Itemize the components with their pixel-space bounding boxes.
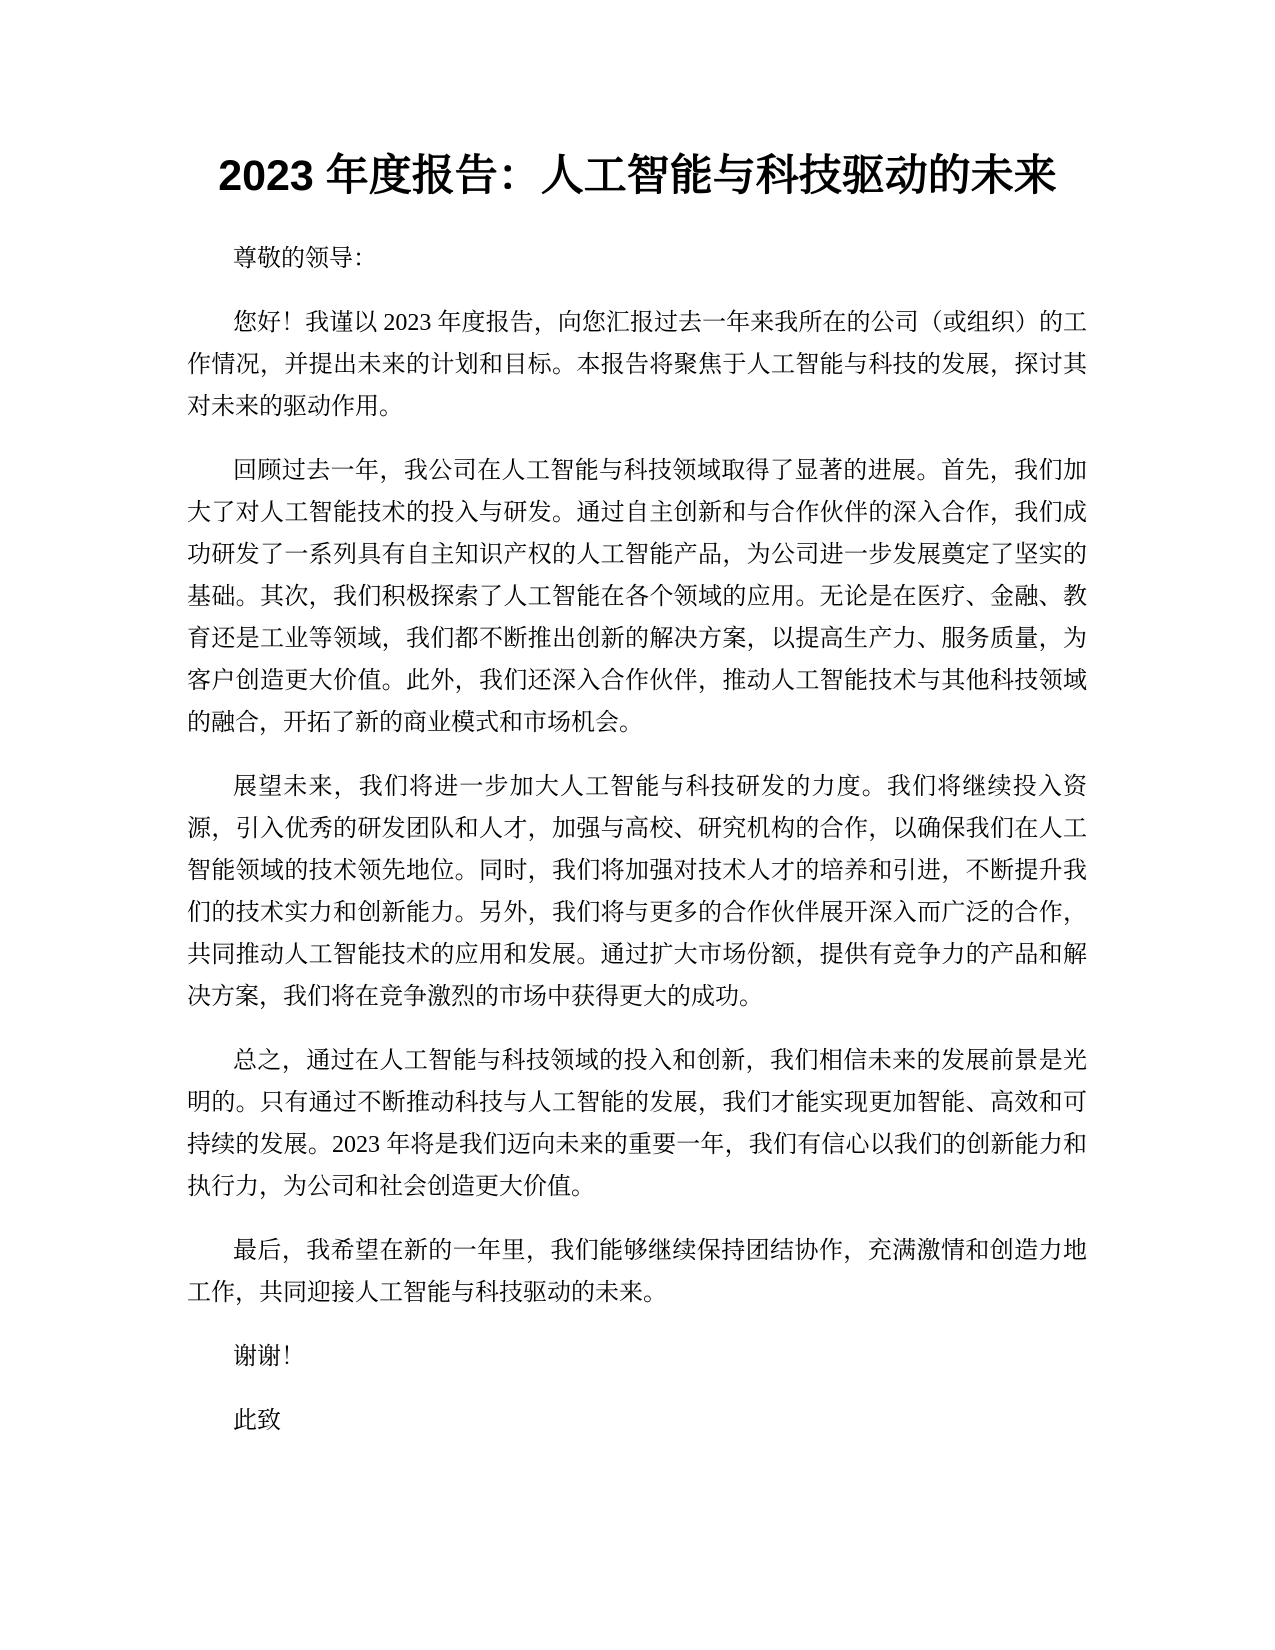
salutation-paragraph: 尊敬的领导： [233,246,377,272]
sign-off-paragraph: 此致 [233,1408,281,1434]
document-title: 2023 年度报告：人工智能与科技驱动的未来 [218,152,1057,200]
closing-paragraph: 最后，我希望在新的一年里，我们能够继续保持团结协作，充满激情和创造力地工作，共同迎接人工智能与科技驱动的未来。 [187,1238,1087,1306]
review-paragraph: 回顾过去一年，我公司在人工智能与科技领域取得了显著的进展。首先，我们加大了对人工智能技术的投入与研发。通过自主创新和与合作伙伴的深入合作，我们成功研发了一系列具有自主知识产权的人工智能产品，为公司进一步发展奠定了坚实的基础。其次，我们积极探索了人工智能在各个领域的应用。无论是在医疗、金融、教育还是工业等领域，我们都不断推出创新的解决方案，以提高生产力、服务质量，为客户创造更大价值。此外，我们还深入合作伙伴，推动人工智能技术与其他科技领域的融合，开拓了新的商业模式和市场机会。 [187,458,1087,736]
thanks-paragraph: 谢谢！ [233,1344,305,1370]
summary-paragraph: 总之，通过在人工智能与科技领域的投入和创新，我们相信未来的发展前景是光明的。只有通过不断推动科技与人工智能的发展，我们才能实现更加智能、高效和可持续的发展。2023 年将是我们迈向未来的重要一年，我们有信心以我们的创新能力和执行力，为公司和社会创造更大价值。 [187,1048,1087,1200]
document-body [187,238,1087,1464]
intro-paragraph: 您好！我谨以 2023 年度报告，向您汇报过去一年来我所在的公司（或组织）的工作情况，并提出未来的计划和目标。本报告将聚焦于人工智能与科技的发展，探讨其对未来的驱动作用。 [187,310,1087,420]
outlook-paragraph: 展望未来，我们将进一步加大人工智能与科技研发的力度。我们将继续投入资源，引入优秀的研发团队和人才，加强与高校、研究机构的合作，以确保我们在人工智能领域的技术领先地位。同时，我们将加强对技术人才的培养和引进，不断提升我们的技术实力和创新能力。另外，我们将与更多的合作伙伴展开深入而广泛的合作，共同推动人工智能技术的应用和发展。通过扩大市场份额，提供有竞争力的产品和解决方案，我们将在竞争激烈的市场中获得更大的成功。 [187,774,1087,1010]
